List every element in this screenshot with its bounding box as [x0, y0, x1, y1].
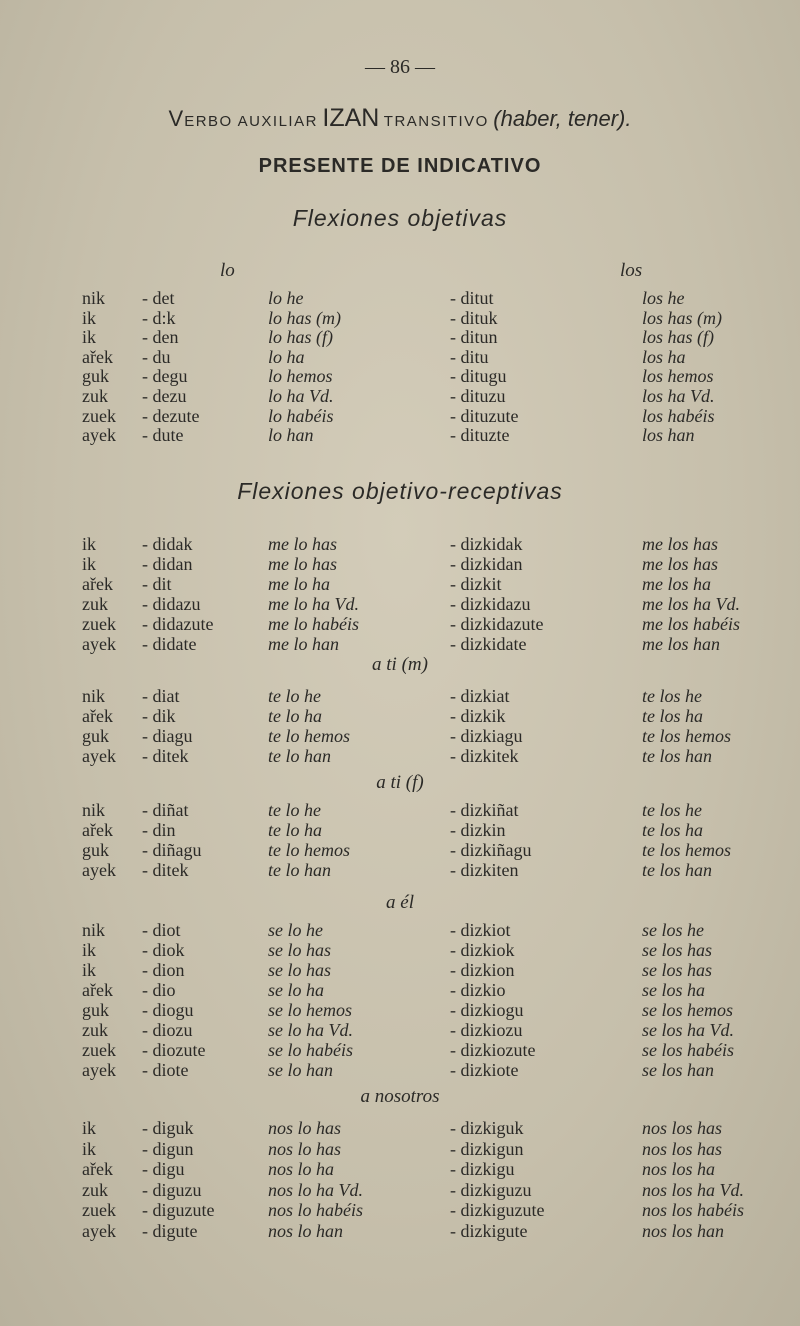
spanish-translation: lo hemos — [268, 366, 333, 387]
table-row — [0, 1118, 800, 1138]
column-header-lo: lo — [220, 260, 235, 281]
table-row — [0, 860, 800, 880]
pronoun: ik — [82, 1138, 97, 1159]
spanish-translation: se lo ha — [268, 980, 324, 1000]
pronoun: ařek — [82, 980, 113, 1000]
spanish-plural-translation: te los hemos — [642, 726, 731, 746]
column-header-los: los — [620, 260, 643, 281]
table-row — [0, 406, 800, 426]
basque-form: - dezute — [142, 405, 200, 426]
basque-plural-form: - dizkiote — [450, 1060, 519, 1080]
subheading-a-ti-f: a ti (f) — [376, 772, 424, 793]
pronoun: zuek — [82, 1200, 116, 1220]
table-row — [0, 554, 800, 574]
spanish-translation: te lo hemos — [268, 726, 350, 746]
spanish-plural-translation: me los ha — [642, 574, 711, 594]
basque-form: - den — [142, 327, 179, 348]
pronoun: ik — [82, 307, 97, 328]
basque-form: - diot — [142, 920, 181, 940]
pronoun: zuk — [82, 1179, 108, 1200]
basque-plural-form: - dizkiozu — [450, 1020, 523, 1040]
basque-form: - diozute — [142, 1040, 206, 1060]
pronoun: guk — [82, 840, 109, 860]
table-row — [0, 347, 800, 367]
spanish-plural-translation: se los ha Vd. — [642, 1020, 734, 1040]
spanish-plural-translation: los habéis — [642, 405, 715, 426]
spanish-translation: lo han — [268, 425, 314, 446]
pronoun: nik — [82, 920, 106, 940]
main-title — [0, 104, 800, 133]
spanish-translation: nos lo han — [268, 1220, 344, 1241]
spanish-plural-translation: se los ha — [642, 980, 705, 1000]
basque-plural-form: - dizkiogu — [450, 1000, 524, 1020]
basque-plural-form: - dizkio — [450, 980, 506, 1000]
table-row — [0, 706, 800, 726]
pronoun: zuk — [82, 386, 108, 406]
table-row — [0, 686, 800, 706]
spanish-plural-translation: nos los has — [642, 1118, 723, 1138]
basque-plural-form: - dizkion — [450, 960, 515, 980]
basque-plural-form: - dizkiagu — [450, 726, 523, 746]
basque-plural-form: - dizkidazute — [450, 614, 544, 634]
spanish-plural-translation: se los has — [642, 940, 713, 960]
table-row — [0, 820, 800, 840]
basque-form: - diote — [142, 1060, 189, 1080]
table-row — [0, 800, 800, 820]
basque-form: - didazute — [142, 614, 214, 634]
spanish-plural-translation: me los ha Vd. — [642, 594, 740, 614]
basque-plural-form: - dizkigute — [450, 1220, 528, 1241]
basque-plural-form: - dizkitek — [450, 746, 519, 766]
table-row — [0, 1221, 800, 1241]
pronoun: ik — [82, 554, 97, 574]
basque-plural-form: - dizkidate — [450, 634, 527, 654]
pronoun: nik — [82, 686, 106, 706]
pronoun: ayek — [82, 1220, 116, 1241]
basque-plural-form: - dizkin — [450, 820, 506, 840]
table-row — [0, 840, 800, 860]
spanish-plural-translation: nos los ha — [642, 1159, 716, 1179]
basque-form: - dion — [142, 960, 185, 980]
spanish-translation: lo ha — [268, 346, 305, 367]
table-row — [0, 1060, 800, 1080]
basque-plural-form: - dituk — [450, 307, 498, 328]
title-parenthetical: (haber, tener). — [493, 106, 632, 131]
table-row — [0, 574, 800, 594]
basque-form: - ditek — [142, 860, 189, 880]
subtitle: PRESENTE DE INDICATIVO — [258, 155, 542, 177]
table-row — [0, 980, 800, 1000]
pronoun: ařek — [82, 574, 113, 594]
basque-form: - dio — [142, 980, 176, 1000]
pronoun: guk — [82, 1000, 109, 1020]
title-small-caps: ERBO AUXILIAR — [184, 113, 318, 130]
basque-form: - didak — [142, 534, 193, 554]
basque-plural-form: - dizkiot — [450, 920, 511, 940]
spanish-translation: se lo he — [268, 920, 323, 940]
pronoun: zuk — [82, 1020, 108, 1040]
spanish-translation: nos lo ha — [268, 1159, 335, 1179]
spanish-plural-translation: nos los han — [642, 1220, 725, 1241]
pronoun: ařek — [82, 346, 113, 367]
table-row — [0, 726, 800, 746]
table-row — [0, 1020, 800, 1040]
basque-plural-form: - dizkik — [450, 706, 506, 726]
pronoun: ayek — [82, 1060, 116, 1080]
spanish-translation: me lo ha — [268, 574, 330, 594]
pronoun: zuek — [82, 405, 116, 426]
spanish-plural-translation: los ha — [642, 346, 686, 367]
pronoun: ik — [82, 327, 97, 348]
spanish-translation: se lo habéis — [268, 1040, 353, 1060]
basque-form: - diguzu — [142, 1179, 202, 1200]
pronoun: ik — [82, 960, 97, 980]
basque-plural-form: - dizkiten — [450, 860, 519, 880]
pronoun: ařek — [82, 820, 113, 840]
table-row — [0, 534, 800, 554]
spanish-translation: nos lo habéis — [268, 1200, 364, 1220]
spanish-plural-translation: te los hemos — [642, 840, 731, 860]
spanish-translation: lo has (m) — [268, 307, 341, 328]
basque-form: - didate — [142, 634, 197, 654]
basque-form: - degu — [142, 366, 188, 387]
spanish-plural-translation: me los han — [642, 634, 720, 654]
table-row — [0, 940, 800, 960]
pronoun: nik — [82, 288, 106, 308]
subheading-a-nosotros: a nosotros — [360, 1086, 440, 1107]
title-initial: V — [168, 106, 185, 131]
spanish-translation: te lo ha — [268, 820, 322, 840]
spanish-plural-translation: los he — [642, 288, 685, 308]
basque-plural-form: - dizkiñagu — [450, 840, 532, 860]
table-row — [0, 308, 800, 328]
basque-form: - digu — [142, 1159, 185, 1179]
spanish-translation: te lo hemos — [268, 840, 350, 860]
table-row — [0, 960, 800, 980]
table-row — [0, 1159, 800, 1179]
spanish-translation: lo has (f) — [268, 327, 333, 348]
spanish-plural-translation: se los hemos — [642, 1000, 733, 1020]
spanish-plural-translation: los has (m) — [642, 307, 722, 328]
basque-form: - diguk — [142, 1118, 194, 1138]
pronoun: zuek — [82, 1040, 116, 1060]
table-row — [0, 634, 800, 654]
spanish-translation: te lo ha — [268, 706, 322, 726]
pronoun: ayek — [82, 860, 116, 880]
spanish-plural-translation: te los he — [642, 800, 702, 820]
basque-plural-form: - dituzte — [450, 425, 510, 446]
basque-form: - det — [142, 288, 175, 308]
basque-plural-form: - dizkiguzute — [450, 1200, 545, 1220]
basque-plural-form: - dizkiguk — [450, 1118, 524, 1138]
basque-form: - diguzute — [142, 1200, 215, 1220]
basque-plural-form: - dizkigu — [450, 1159, 515, 1179]
spanish-translation: me lo han — [268, 634, 339, 654]
basque-plural-form: - dizkiok — [450, 940, 515, 960]
table-row — [0, 1000, 800, 1020]
spanish-plural-translation: los hemos — [642, 366, 714, 387]
spanish-translation: lo he — [268, 288, 304, 308]
title-small-caps-2: TRANSITIVO — [383, 113, 489, 130]
basque-plural-form: - dituzu — [450, 386, 506, 406]
page-number: — 86 — — [365, 56, 435, 78]
table-row — [0, 594, 800, 614]
basque-form: - didan — [142, 554, 193, 574]
spanish-plural-translation: nos los ha Vd. — [642, 1179, 745, 1200]
pronoun: ařek — [82, 706, 113, 726]
basque-form: - digun — [142, 1138, 194, 1159]
pronoun: ayek — [82, 425, 116, 446]
basque-plural-form: - ditugu — [450, 366, 507, 387]
spanish-translation: te lo han — [268, 746, 331, 766]
basque-plural-form: - dizkigun — [450, 1138, 524, 1159]
basque-form: - diñagu — [142, 840, 202, 860]
basque-form: - d:k — [142, 307, 176, 328]
section-heading-objetivas: Flexiones objetivas — [292, 205, 508, 231]
pronoun: nik — [82, 800, 106, 820]
basque-form: - diozu — [142, 1020, 193, 1040]
spanish-plural-translation: los has (f) — [642, 327, 714, 348]
basque-plural-form: - dizkidak — [450, 534, 523, 554]
spanish-plural-translation: se los has — [642, 960, 713, 980]
title-izan: IZAN — [322, 104, 380, 132]
basque-plural-form: - dizkiguzu — [450, 1179, 532, 1200]
basque-plural-form: - dituzute — [450, 405, 519, 426]
pronoun: ayek — [82, 746, 116, 766]
spanish-plural-translation: me los habéis — [642, 614, 740, 634]
pronoun: guk — [82, 366, 109, 387]
spanish-translation: te lo han — [268, 860, 331, 880]
basque-form: - dik — [142, 706, 176, 726]
table-row — [0, 1139, 800, 1159]
spanish-translation: me lo habéis — [268, 614, 359, 634]
spanish-translation: nos lo ha Vd. — [268, 1179, 364, 1200]
basque-plural-form: - dizkiñat — [450, 800, 519, 820]
spanish-translation: se lo han — [268, 1060, 333, 1080]
spanish-translation: se lo has — [268, 940, 331, 960]
basque-form: - diogu — [142, 1000, 194, 1020]
basque-form: - ditek — [142, 746, 189, 766]
basque-plural-form: - dizkit — [450, 574, 502, 594]
spanish-translation: te lo he — [268, 686, 321, 706]
pronoun: zuek — [82, 614, 116, 634]
basque-form: - diñat — [142, 800, 189, 820]
spanish-translation: se lo hemos — [268, 1000, 352, 1020]
table-row — [0, 386, 800, 406]
basque-plural-form: - dizkiozute — [450, 1040, 536, 1060]
spanish-translation: me lo ha Vd. — [268, 594, 359, 614]
spanish-translation: me lo has — [268, 554, 337, 574]
spanish-plural-translation: me los has — [642, 534, 718, 554]
pronoun: zuk — [82, 594, 108, 614]
spanish-plural-translation: te los ha — [642, 706, 703, 726]
spanish-plural-translation: nos los has — [642, 1138, 723, 1159]
spanish-plural-translation: te los he — [642, 686, 702, 706]
spanish-translation: se lo has — [268, 960, 331, 980]
table-row — [0, 1200, 800, 1220]
spanish-plural-translation: me los has — [642, 554, 718, 574]
pronoun: ik — [82, 1118, 97, 1138]
basque-plural-form: - dizkidan — [450, 554, 523, 574]
basque-plural-form: - ditut — [450, 288, 494, 308]
pronoun: ayek — [82, 634, 116, 654]
basque-form: - dit — [142, 574, 172, 594]
basque-form: - diagu — [142, 726, 193, 746]
spanish-plural-translation: se los han — [642, 1060, 714, 1080]
pronoun: guk — [82, 726, 109, 746]
table-row — [0, 288, 800, 308]
basque-form: - dute — [142, 425, 184, 446]
basque-plural-form: - dizkidazu — [450, 594, 531, 614]
pronoun: ik — [82, 534, 97, 554]
basque-form: - didazu — [142, 594, 201, 614]
spanish-translation: te lo he — [268, 800, 321, 820]
spanish-plural-translation: te los han — [642, 860, 712, 880]
spanish-plural-translation: los han — [642, 425, 695, 446]
spanish-translation: me lo has — [268, 534, 337, 554]
basque-form: - digute — [142, 1220, 198, 1241]
basque-form: - dezu — [142, 386, 187, 406]
basque-plural-form: - ditu — [450, 346, 489, 367]
spanish-plural-translation: se los he — [642, 920, 704, 940]
table-row — [0, 920, 800, 940]
spanish-plural-translation: los ha Vd. — [642, 386, 715, 406]
spanish-translation: nos lo has — [268, 1118, 342, 1138]
basque-plural-form: - dizkiat — [450, 686, 510, 706]
table-row — [0, 746, 800, 766]
pronoun: ik — [82, 940, 97, 960]
table-row — [0, 614, 800, 634]
table-row — [0, 425, 800, 445]
basque-plural-form: - ditun — [450, 327, 498, 348]
spanish-translation: lo habéis — [268, 405, 334, 426]
table-row — [0, 1180, 800, 1200]
table-row — [0, 327, 800, 347]
spanish-plural-translation: te los ha — [642, 820, 703, 840]
subheading-a-ti-m: a ti (m) — [372, 654, 428, 675]
spanish-translation: nos lo has — [268, 1138, 342, 1159]
spanish-translation: se lo ha Vd. — [268, 1020, 353, 1040]
basque-form: - du — [142, 346, 171, 367]
table-row — [0, 366, 800, 386]
spanish-plural-translation: nos los habéis — [642, 1200, 745, 1220]
spanish-translation: lo ha Vd. — [268, 386, 334, 406]
subheading-a-el: a él — [386, 892, 414, 913]
spanish-plural-translation: te los han — [642, 746, 712, 766]
table-row — [0, 1040, 800, 1060]
pronoun: ařek — [82, 1159, 113, 1179]
spanish-plural-translation: se los habéis — [642, 1040, 734, 1060]
basque-form: - diat — [142, 686, 180, 706]
section-heading-objetivo-receptivas: Flexiones objetivo-receptivas — [237, 478, 563, 504]
basque-form: - din — [142, 820, 176, 840]
basque-form: - diok — [142, 940, 185, 960]
